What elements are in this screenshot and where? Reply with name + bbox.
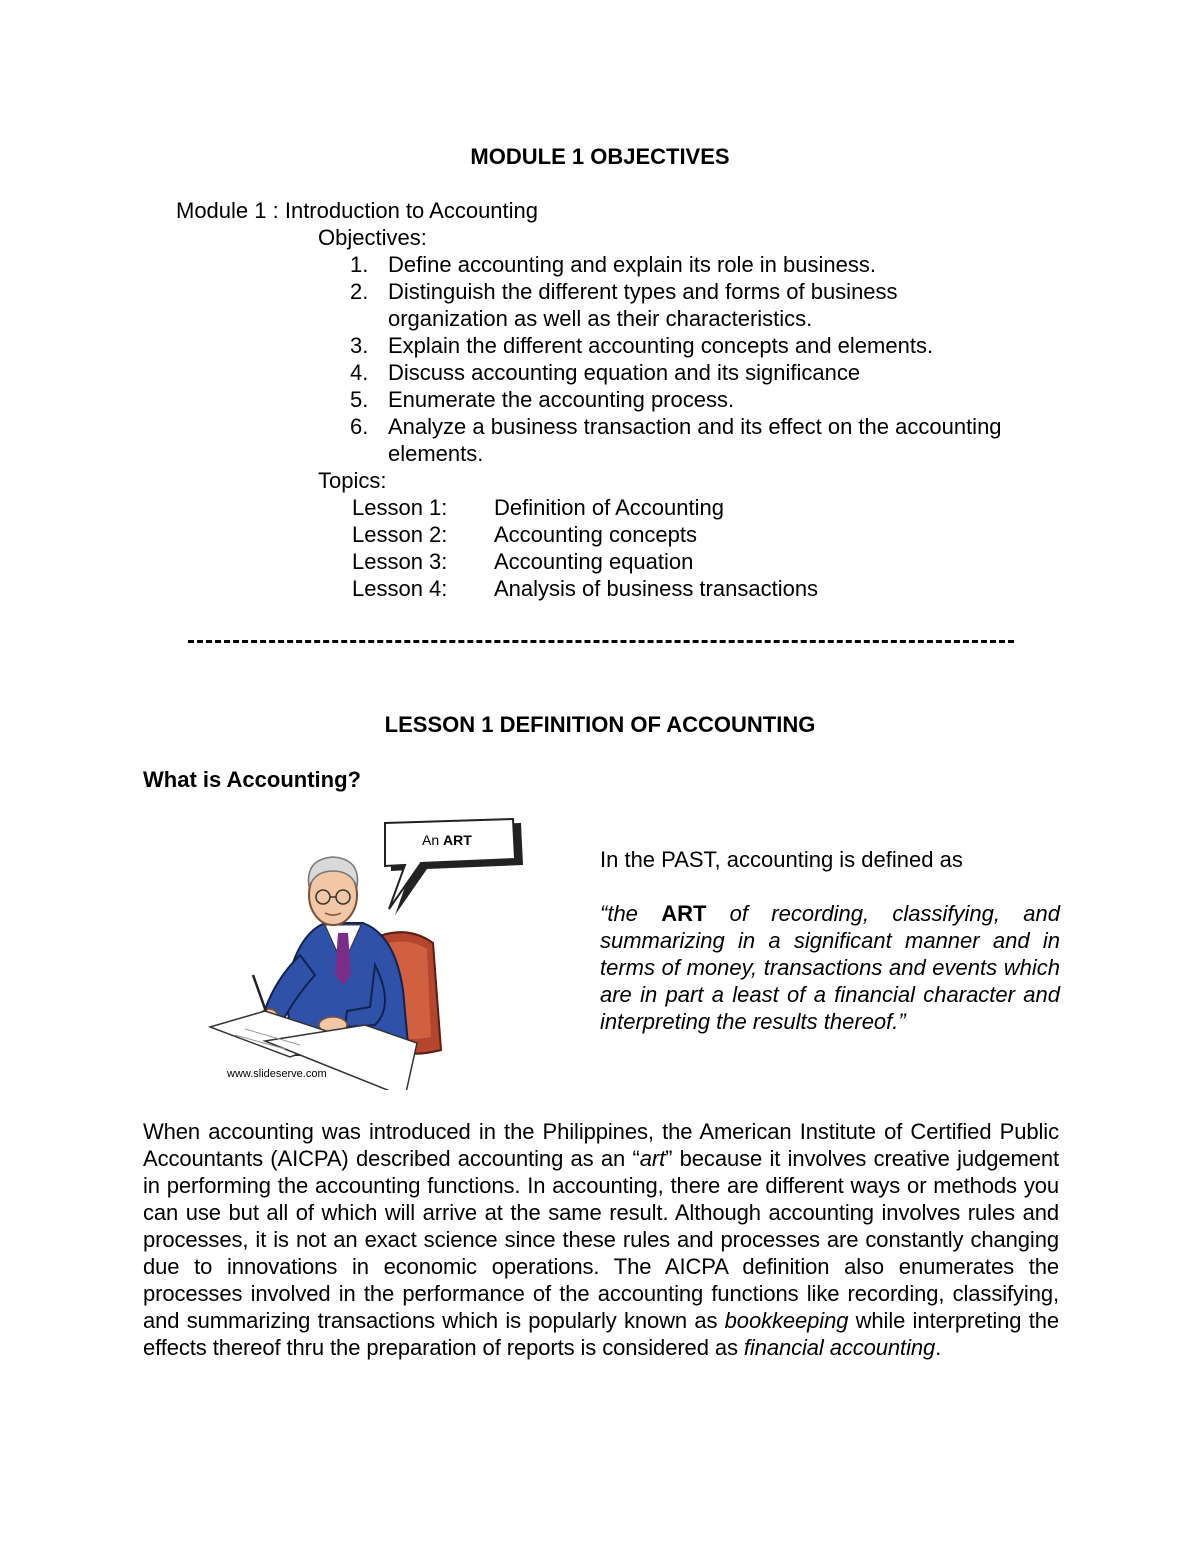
lesson-row	[352, 494, 724, 521]
module-title: MODULE 1 OBJECTIVES	[470, 144, 730, 169]
lesson-title: Accounting concepts	[494, 522, 698, 547]
lesson-row	[352, 548, 693, 575]
objective-text: Analyze a business transaction and its effect on the accounting elements.	[388, 414, 1002, 466]
lesson-label: Lesson 1:	[352, 495, 448, 520]
paragraph-financial: financial accounting	[743, 1335, 936, 1360]
lesson-label: Lesson 3:	[352, 549, 448, 574]
quote-open: “the	[600, 901, 662, 926]
section-divider	[188, 640, 1014, 650]
paragraph-part2: ” because it involves creative judgement in performing the accounting functions. In accounting, there are different ways or methods you can use but all of which will arrive at the same result. Although accounting involves rules and processes, it is not an exact science since these rules and processes are constantly changing due to innovations in economic operations. The AICPA definition also enumerates the processes involved in the performance of the accounting functions like recording, classifying, and summarizing transactions which is popularly known as	[143, 1146, 1059, 1333]
objective-text: Explain the different accounting concepts and elements.	[388, 333, 934, 358]
objective-number: 3.	[350, 333, 369, 358]
bubble-word: ART	[443, 832, 472, 848]
objective-item	[350, 332, 1070, 359]
past-intro: In the PAST, accounting is defined as	[600, 847, 963, 872]
quote-rest: of recording, classifying, and summarizing in a significant manner and in terms of money, transactions and events which are in part a least of a financial character and interpreting the results thereof.”	[600, 901, 1060, 1034]
objective-number: 4.	[350, 360, 369, 385]
bubble-prefix: An	[422, 832, 440, 848]
paragraph-end: .	[935, 1335, 942, 1360]
lesson-label: Lesson 4:	[352, 576, 448, 601]
objective-text: Define accounting and explain its role in business.	[388, 252, 876, 277]
objective-number: 2.	[350, 279, 369, 304]
paragraph-art: art	[639, 1146, 666, 1171]
body-paragraph	[143, 1118, 1059, 1361]
definition-quote	[600, 900, 1060, 1035]
quote-bold: ART	[661, 901, 707, 926]
bubble-text	[422, 831, 472, 849]
paragraph-part1: When accounting was introduced in the Philippines, the American Institute of Certified Public Accountants (AICPA) described accounting as an “	[143, 1119, 1059, 1171]
paragraph-bookkeeping: bookkeeping	[724, 1308, 849, 1333]
objective-item	[350, 386, 1070, 413]
objective-number: 1.	[350, 252, 369, 277]
objective-text: Distinguish the different types and forms of business organization as well as their characteristics.	[388, 279, 898, 331]
objective-item	[350, 413, 1060, 467]
topics-label: Topics:	[318, 468, 387, 493]
paragraph-part3: while interpreting the effects thereof thru the preparation of reports is considered as	[143, 1308, 1059, 1360]
objective-number: 5.	[350, 387, 369, 412]
accountant-figure	[205, 815, 535, 1090]
question-heading: What is Accounting?	[143, 767, 361, 792]
objective-text: Enumerate the accounting process.	[388, 387, 735, 412]
lesson-label: Lesson 2:	[352, 522, 448, 547]
objective-number: 6.	[350, 414, 369, 439]
module-line: Module 1 : Introduction to Accounting	[176, 198, 539, 223]
lesson-title: Definition of Accounting	[494, 495, 724, 520]
lesson-title: Accounting equation	[494, 549, 694, 574]
objective-item	[350, 251, 1070, 278]
lesson-title: Analysis of business transactions	[494, 576, 819, 601]
objectives-label: Objectives:	[318, 225, 427, 250]
objective-text: Discuss accounting equation and its significance	[388, 360, 861, 385]
image-credit: www.slideserve.com	[227, 1068, 327, 1080]
objective-item	[350, 359, 1070, 386]
objective-item	[350, 278, 970, 332]
lesson-title-heading: LESSON 1 DEFINITION OF ACCOUNTING	[384, 712, 816, 737]
lesson-row	[352, 521, 697, 548]
accountant-illustration	[205, 815, 535, 1090]
lesson-row	[352, 575, 818, 602]
